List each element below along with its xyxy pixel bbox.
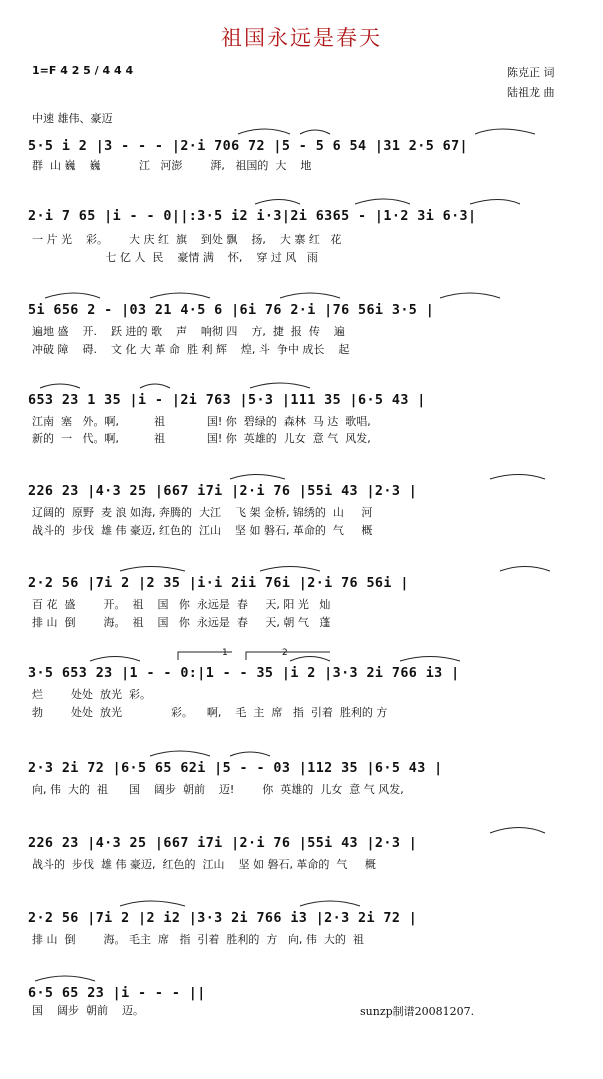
- lyric-line-2b: 七 亿 人 民 豪情 满 怀, 穿 过 风 雨: [32, 251, 318, 264]
- slur: [300, 130, 330, 134]
- notation-line-8: 2·3 2i 72 |6·5 65 62i |5 - - 03 |112 35 |6·5 43 |: [28, 761, 443, 776]
- slur: [400, 657, 460, 662]
- notation-line-9: 226 23 |4·3 25 |667 i7i |2·i 76 |55i 43 |2·3 |: [28, 836, 418, 851]
- notation-line-1: 5·5 i 2 |3 - - - |2·i 706 72 |5 - 5 6 54 |31 2·5 67|: [28, 139, 469, 154]
- slur: [120, 567, 185, 572]
- slur: [150, 751, 210, 756]
- lyric-line-3a: 遍地 盛 开. 跃 进的 歌 声 响彻 四 方, 捷 报 传 遍: [32, 325, 345, 338]
- slur: [260, 567, 320, 572]
- lyric-line-11a: 国 阔步 朝前 迈。: [32, 1004, 144, 1017]
- slur: [120, 901, 185, 906]
- lyric-line-6b: 排 山 倒 海。 祖 国 你 永远是 春 天, 朝 气 蓬: [32, 616, 331, 629]
- lyric-line-3b: 冲破 障 碍. 文 化 大 革 命 胜 利 辉 煌, 斗 争中 成长 起: [32, 343, 350, 356]
- slur: [35, 976, 95, 981]
- slur: [490, 475, 545, 480]
- composer-credit: 陆祖龙 曲: [507, 86, 555, 99]
- slur: [290, 657, 330, 662]
- slur: [280, 293, 340, 298]
- lyric-line-7b: 勃 处处 放光 彩。 啊, 毛 主 席 指 引着 胜利的 方: [32, 706, 388, 719]
- slur: [355, 199, 410, 204]
- volta-bracket-2: [246, 652, 330, 660]
- notation-line-6: 2·2 56 |7i 2 |2 35 |i·i 2ii 76i |2·i 76 56i |: [28, 576, 409, 591]
- lyric-line-7a: 烂 处处 放光 彩。: [32, 688, 151, 701]
- slur: [440, 293, 500, 298]
- notation-line-7: 3·5 653 23 |1 - - 0:|1 - - 35 |i 2 |3·3 2i 766 i3 |: [28, 666, 460, 681]
- notation-line-3: 5i 656 2 - |03 21 4·5 6 |6i 76 2·i |76 56i 3·5 |: [28, 303, 435, 318]
- lyric-line-10a: 排 山 倒 海。 毛主 席 指 引着 胜利的 方 向, 伟 大的 祖: [32, 933, 364, 946]
- lyric-line-6a: 百 花 盛 开。 祖 国 你 永远是 春 天, 阳 光 灿: [32, 598, 331, 611]
- slur: [45, 293, 100, 298]
- lyric-line-5a: 辽阔的 原野 麦 浪 如海, 奔腾的 大江 飞 架 金桥, 锦绣的 山 河: [32, 506, 373, 519]
- slur: [300, 901, 360, 906]
- notation-line-4: 653 23 1 35 |i - |2i 763 |5·3 |111 35 |6·5 43 |: [28, 393, 426, 408]
- lyric-line-9a: 战斗的 步伐 雄 伟 豪迈, 红色的 江山 坚 如 磐石, 革命的 气 概: [32, 858, 376, 871]
- slur: [90, 657, 140, 662]
- slur: [250, 383, 310, 388]
- lyric-line-4b: 新的 一 代。啊, 祖 国! 你 英雄的 儿女 意 气 风发,: [32, 432, 371, 445]
- lyric-line-5b: 战斗的 步伐 雄 伟 豪迈, 红色的 江山 坚 如 磐石, 革命的 气 概: [32, 524, 373, 537]
- notation-line-10: 2·2 56 |7i 2 |2 i2 |3·3 2i 766 i3 |2·3 2i 72 |: [28, 911, 418, 926]
- lyric-line-4a: 江南 塞 外。啊, 祖 国! 你 碧绿的 森林 马 达 歌唱,: [32, 415, 371, 428]
- slur: [140, 384, 170, 388]
- slur: [40, 384, 80, 388]
- volta-2-label: 2: [282, 648, 288, 658]
- notation-line-11: 6·5 65 23 |i - - - ||: [28, 986, 206, 1001]
- slur: [150, 293, 210, 298]
- notation-line-2: 2·i 7 65 |i - - 0||:3·5 i2 i·3|2i 6365 - |1·2 3i 6·3|: [28, 209, 477, 224]
- key-signature: 1=F 4 2 5 / 4 4 4: [32, 64, 134, 77]
- transcriber-note: sunzp制谱20081207.: [360, 1005, 475, 1018]
- slur: [230, 475, 285, 480]
- lyric-line-1a: 群 山 巍 巍 江 河澎 湃, 祖国的 大 地: [32, 159, 312, 172]
- tempo-marking: 中速 雄伟、豪迈: [32, 112, 113, 125]
- slur: [475, 129, 535, 134]
- slur: [255, 200, 300, 205]
- song-title: 祖国永远是春天: [221, 26, 382, 50]
- slur: [470, 200, 520, 205]
- slur: [230, 752, 270, 756]
- volta-1-label: 1: [222, 648, 228, 658]
- lyric-line-8a: 向, 伟 大的 祖 国 阔步 朝前 迈! 你 英雄的 儿女 意 气 风发,: [32, 783, 404, 796]
- slur: [500, 567, 550, 572]
- lyric-line-2a: 一 片 光 彩。 大 庆 红 旗 到处 飘 扬, 大 寨 红 花: [32, 233, 342, 246]
- lyricist-credit: 陈克正 词: [507, 66, 555, 79]
- slur: [238, 129, 290, 134]
- notation-line-5: 226 23 |4·3 25 |667 i7i |2·i 76 |55i 43 |2·3 |: [28, 484, 418, 499]
